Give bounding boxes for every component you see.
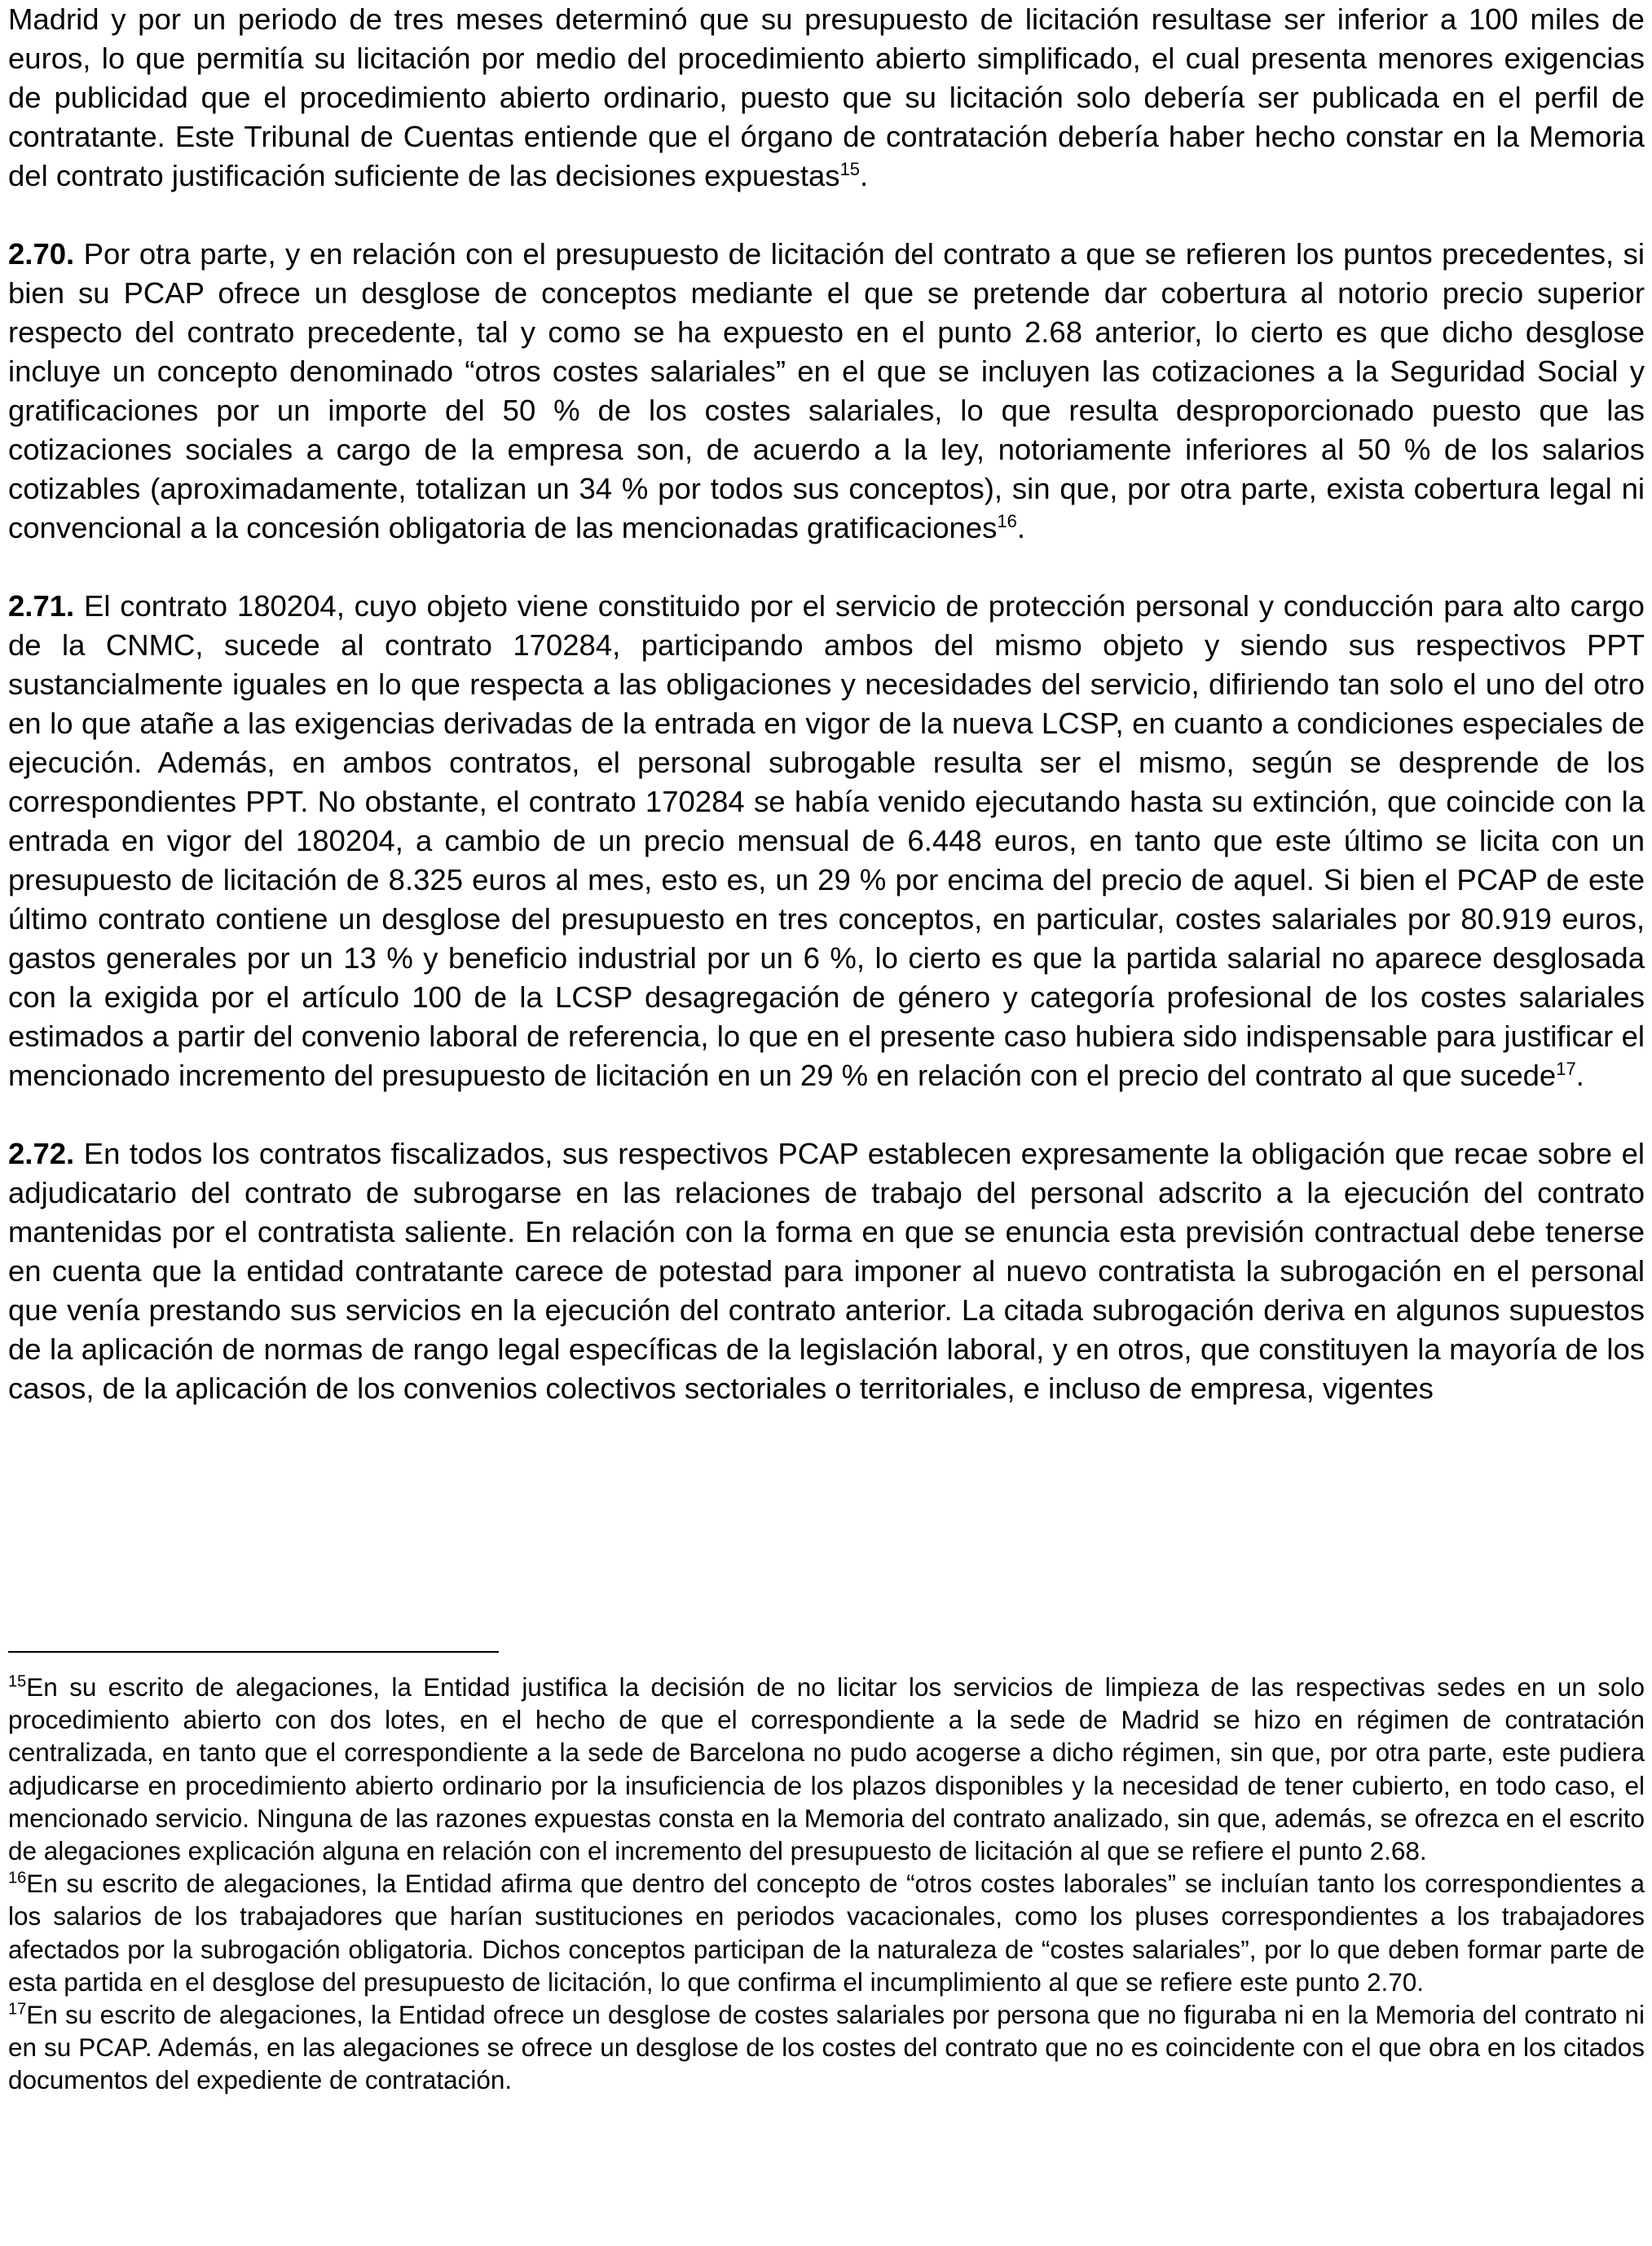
footnote-separator	[8, 1651, 499, 1653]
paragraph-text: Madrid y por un periodo de tres meses determinó que su presupuesto de licitación resultase ser inferior a 100 miles de euros, lo que permitía su licitación por medio del procedimiento abierto simplificado, el cual presenta menores exigencias de publicidad que el procedimiento abierto ordinario, puesto que su licitación solo debería ser publicada en el perfil de contratante. Este Tribunal de Cuentas entiende que el órgano de contratación debería haber hecho constar en la Memoria del contrato justificación suficiente de las decisiones expuestas	[8, 2, 1645, 192]
footnotes	[8, 1671, 1645, 2097]
footnote-ref-17[interactable]: 17	[1556, 1058, 1576, 1079]
paragraph-text: En todos los contratos fiscalizados, sus respectivos PCAP establecen expresamente la obligación que recae sobre el adjudicatario del contrato de subrogarse en las relaciones de trabajo del personal adscrito a la ejecución del contrato mantenidas por el contratista saliente. En relación con la forma en que se enuncia esta previsión contractual debe tenerse en cuenta que la entidad contratante carece de potestad para imponer al nuevo contratista la subrogación en el personal que venía prestando sus servicios en la ejecución del contrato anterior. La citada subrogación deriva en algunos supuestos de la aplicación de normas de rango legal específicas de la legislación laboral, y en otros, que constituyen la mayoría de los casos, de la aplicación de los convenios colectivos sectoriales o territoriales, e incluso de empresa, vigentes	[8, 1137, 1645, 1405]
paragraph-2-72	[8, 1134, 1645, 1408]
footnote-ref-16[interactable]: 16	[997, 510, 1017, 531]
footnote-15	[8, 1671, 1645, 1867]
footnote-marker: 16	[8, 1869, 27, 1887]
paragraph-intro	[8, 0, 1645, 196]
footnote-marker: 15	[8, 1672, 27, 1691]
footnote-16	[8, 1867, 1645, 1998]
footnote-text: En su escrito de alegaciones, la Entidad ofrece un desglose de costes salariales por persona que no figuraba ni en la Memoria del contrato ni en su PCAP. Además, en las alegaciones se ofrece un desglose de los costes del contrato que no es coincidente con el que obra en los citados documentos del expediente de contratación.	[8, 2000, 1645, 2095]
paragraph-end: .	[1575, 1059, 1584, 1092]
document-body	[8, 0, 1645, 1408]
footnote-text: En su escrito de alegaciones, la Entidad justifica la decisión de no licitar los servicios de limpieza de las respectivas sedes en un solo procedimiento abierto con dos lotes, en el hecho de que el correspondiente a la sede de Madrid se hizo en régimen de contratación centralizada, en tanto que el correspondiente a la sede de Barcelona no pudo acogerse a dicho régimen, sin que, por otra parte, este pudiera adjudicarse en procedimiento abierto ordinario por la insuficiencia de los plazos disponibles y la necesidad de tener cubierto, en todo caso, el mencionado servicio. Ninguna de las razones expuestas consta en la Memoria del contrato analizado, sin que, además, se ofrezca en el escrito de alegaciones explicación alguna en relación con el incremento del presupuesto de licitación al que se refiere el punto 2.68.	[8, 1672, 1645, 1866]
footnote-text: En su escrito de alegaciones, la Entidad afirma que dentro del concepto de “otros costes laborales” se incluían tanto los correspondientes a los salarios de los trabajadores que harían sustituciones en periodos vacacionales, como los pluses correspondientes a los trabajadores afectados por la subrogación obligatoria. Dichos conceptos participan de la naturaleza de “costes salariales”, por lo que deben formar parte de esta partida en el desglose del presupuesto de licitación, lo que confirma el incumplimiento al que se refiere este punto 2.70.	[8, 1869, 1645, 1997]
paragraph-number: 2.71.	[8, 589, 75, 623]
paragraph-end: .	[860, 159, 869, 192]
footnote-marker: 17	[8, 2000, 27, 2019]
paragraph-end: .	[1016, 511, 1025, 544]
footnote-ref-15[interactable]: 15	[839, 158, 861, 179]
paragraph-number: 2.70.	[8, 237, 75, 271]
paragraph-2-70	[8, 235, 1645, 548]
paragraph-text: El contrato 180204, cuyo objeto viene constituido por el servicio de protección personal y conducción para alto cargo de la CNMC, sucede al contrato 170284, participando ambos del mismo objeto y siendo sus respectivos PPT sustancialmente iguales en lo que respecta a las obligaciones y necesidades del servicio, difiriendo tan solo el uno del otro en lo que atañe a las exigencias derivadas de la entrada en vigor de la nueva LCSP, en cuanto a condiciones especiales de ejecución. Además, en ambos contratos, el personal subrogable resulta ser el mismo, según se desprende de los correspondientes PPT. No obstante, el contrato 170284 se había venido ejecutando hasta su extinción, que coincide con la entrada en vigor del 180204, a cambio de un precio mensual de 6.448 euros, en tanto que este último se licita con un presupuesto de licitación de 8.325 euros al mes, esto es, un 29 % por encima del precio de aquel. Si bien el PCAP de este último contrato contiene un desglose del presupuesto en tres conceptos, en particular, costes salariales por 80.919 euros, gastos generales por un 13 % y beneficio industrial por un 6 %, lo cierto es que la partida salarial no aparece desglosada con la exigida por el artículo 100 de la LCSP desagregación de género y categoría profesional de los costes salariales estimados a partir del convenio laboral de referencia, lo que en el presente caso hubiera sido indispensable para justificar el mencionado incremento del presupuesto de licitación en un 29 % en relación con el precio del contrato al que sucede	[8, 589, 1645, 1092]
paragraph-2-71	[8, 587, 1645, 1095]
footnote-17	[8, 1998, 1645, 2097]
paragraph-text: Por otra parte, y en relación con el presupuesto de licitación del contrato a que se refieren los puntos precedentes, si bien su PCAP ofrece un desglose de conceptos mediante el que se pretende dar cobertura al notorio precio superior respecto del contrato precedente, tal y como se ha expuesto en el punto 2.68 anterior, lo cierto es que dicho desglose incluye un concepto denominado “otros costes salariales” en el que se incluyen las cotizaciones a la Seguridad Social y gratificaciones por un importe del 50 % de los costes salariales, lo que resulta desproporcionado puesto que las cotizaciones sociales a cargo de la empresa son, de acuerdo a la ley, notoriamente inferiores al 50 % de los salarios cotizables (aproximadamente, totalizan un 34 % por todos sus conceptos), sin que, por otra parte, exista cobertura legal ni convencional a la concesión obligatoria de las mencionadas gratificaciones	[8, 237, 1645, 544]
paragraph-number: 2.72.	[8, 1137, 75, 1170]
